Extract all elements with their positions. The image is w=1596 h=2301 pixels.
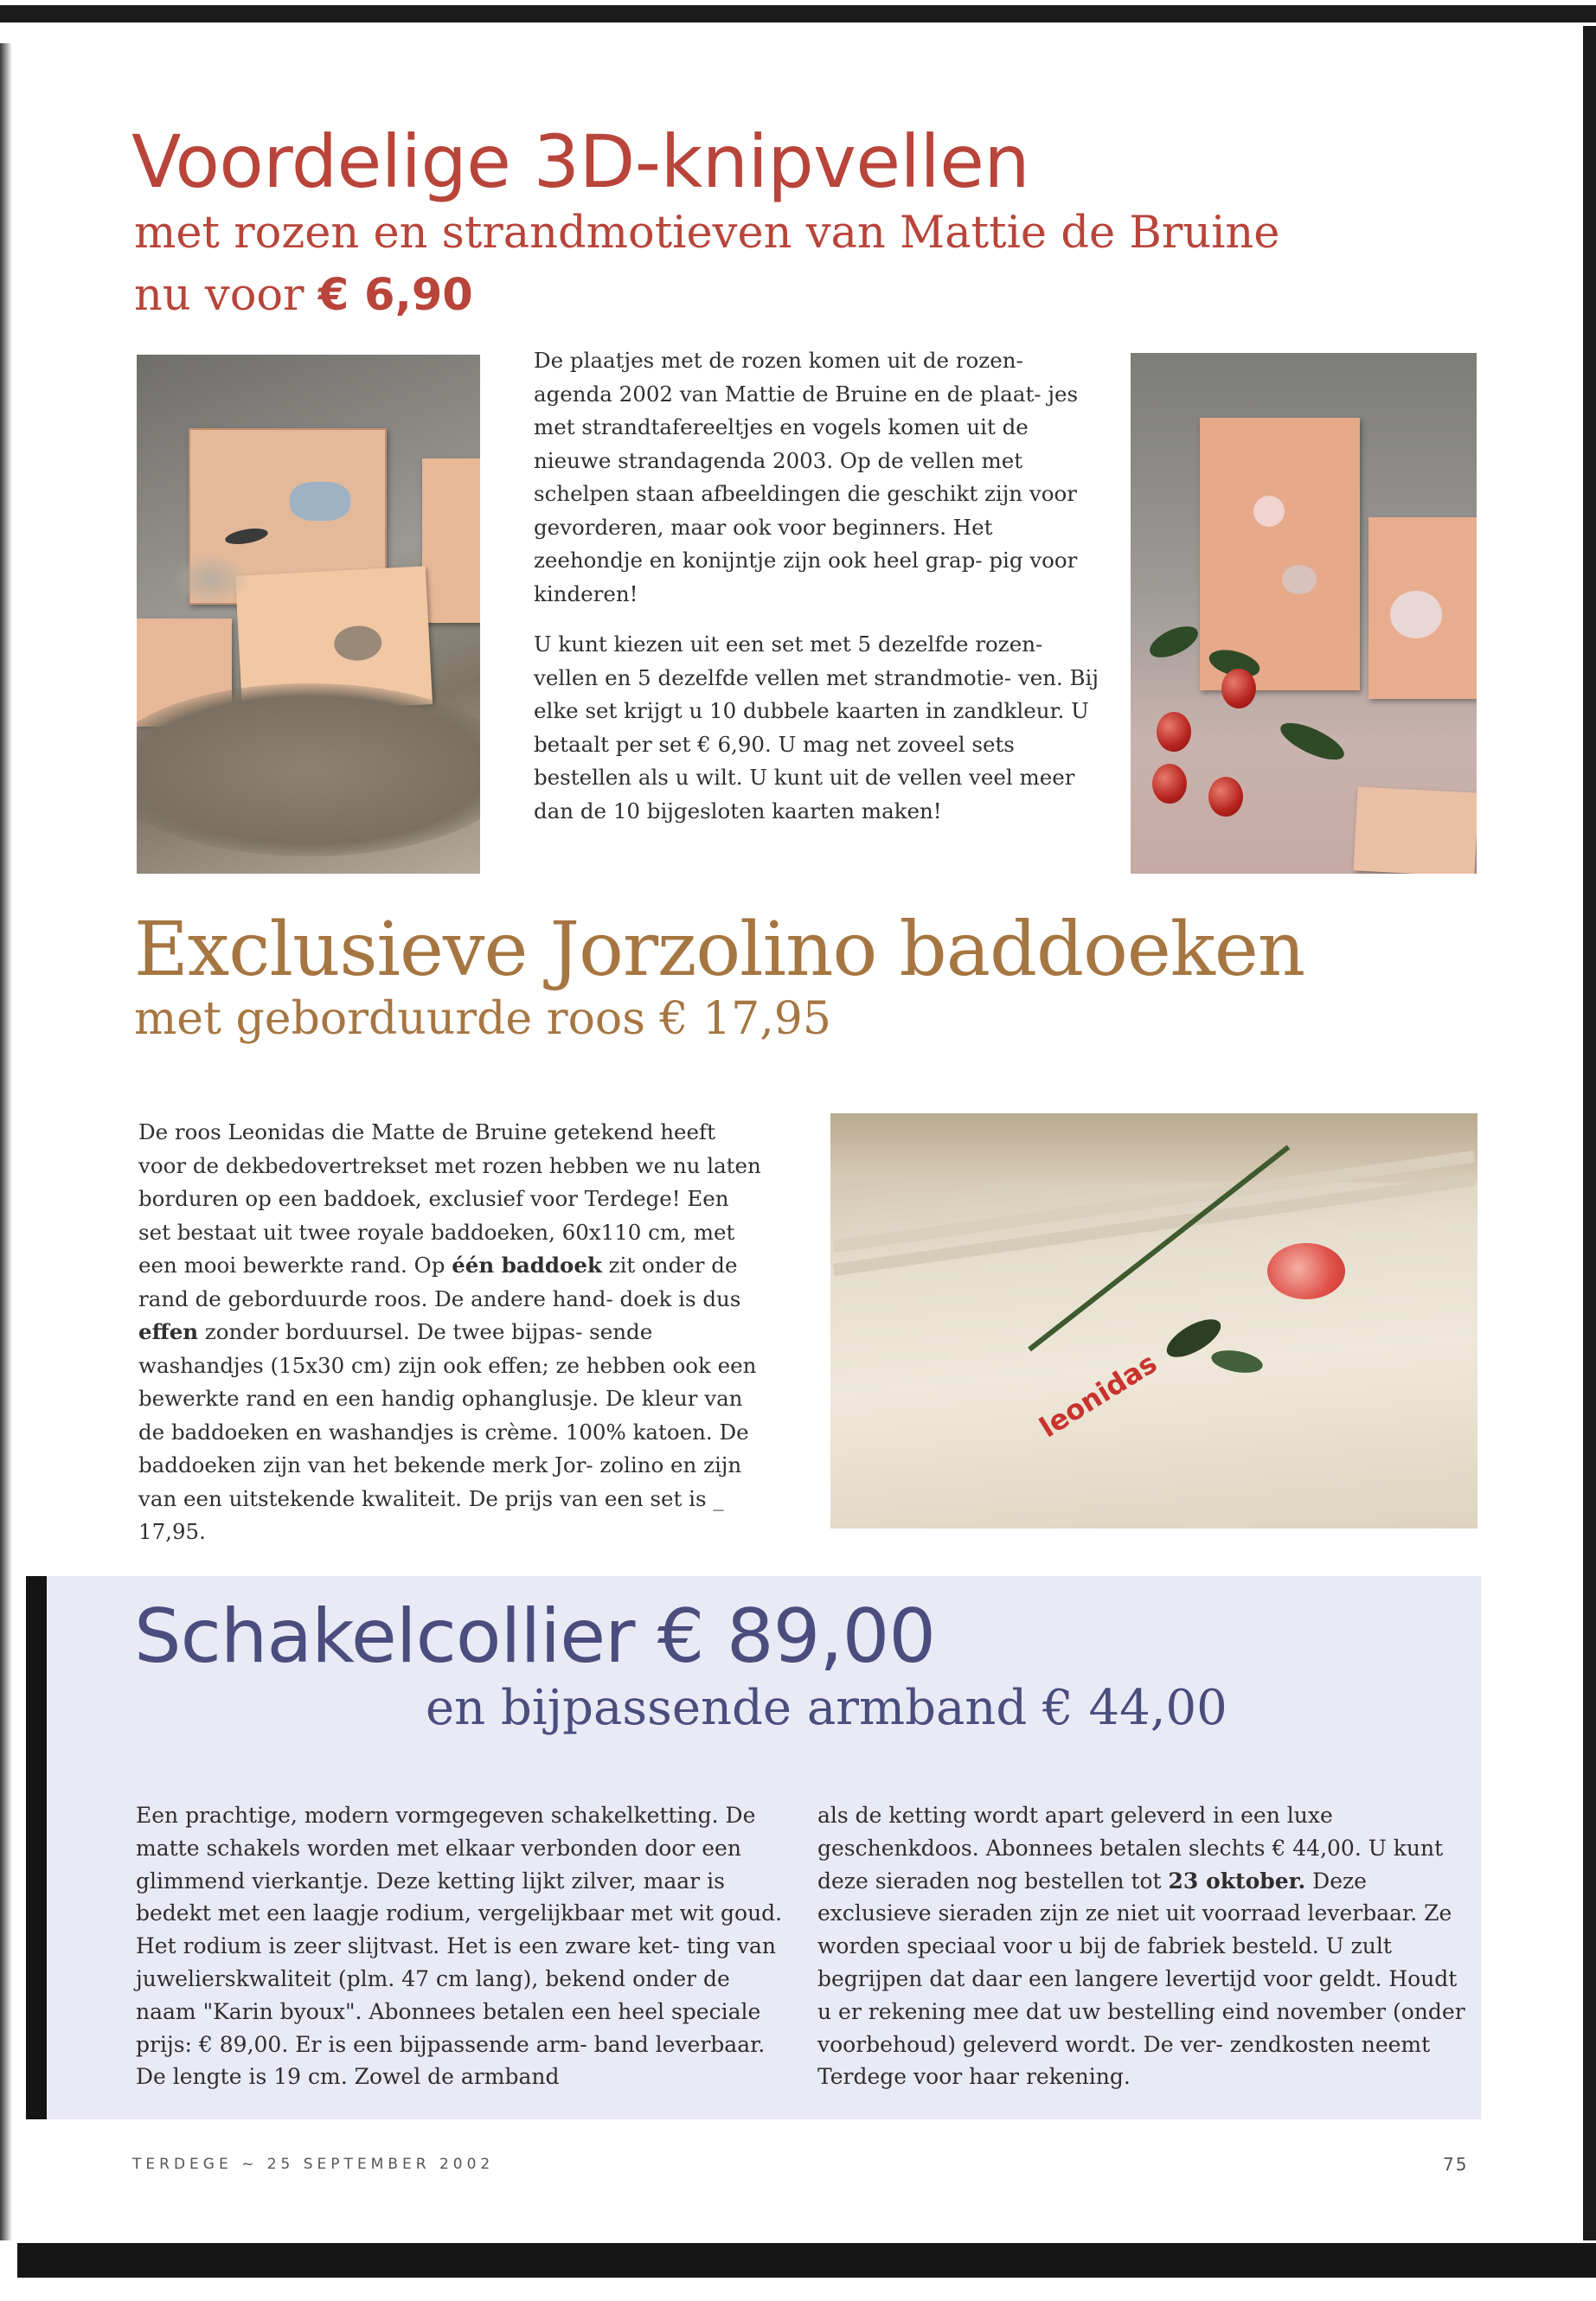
towel-ridge	[833, 1174, 1476, 1276]
offer3-column-1: Een prachtige, modern vormgegeven schakelketting. De matte schakels worden met elkaar verbonden door een glimmend vierkantje. Deze ketting lijkt zilver, maar is bedekt met een laagje rodium, vergelijkbaar met wit goud. Het rodium is zeer slijtvast. Het is een zware ket- ting van juwelierskwaliteit (plm. 47 cm lang), bekend onder de naam "Karin byoux". Abonnees betalen een heel speciale prijs: € 89,00. Er is een bijpassende arm- band leverbaar. De lengte is 19 cm. Zowel de armband	[136, 1803, 783, 2090]
offer2-description	[138, 1116, 761, 1549]
leaf	[1209, 1347, 1264, 1376]
card-right-edge	[422, 458, 480, 623]
card-small	[1354, 786, 1477, 874]
rosehip-berry	[1221, 669, 1256, 708]
offer2-bold-a: één baddoek	[452, 1253, 602, 1278]
rose-illustration	[1390, 591, 1442, 638]
offer2-bold-b: effen	[138, 1319, 199, 1344]
rose-illustration	[1253, 496, 1285, 527]
offer1-price: € 6,90	[317, 270, 473, 321]
rose-cards-photo	[1131, 353, 1477, 874]
offer1-paragraph-2: U kunt kiezen uit een set met 5 dezelfde rozen- vellen en 5 dezelfde vellen met strandmotie- ven. Bij elke set krijgt u 10 dubbele kaarten in zandkleur. U betaalt per set € 6,90. U mag net zoveel sets bestellen als u wilt. U kunt uit de vellen veel meer dan de 10 bijgesloten kaarten maken!	[534, 631, 1099, 824]
shell-pile	[171, 554, 249, 606]
rabbit-illustration	[333, 625, 382, 662]
offer1-subtitle: met rozen en strandmotieven van Mattie de Bruine	[134, 208, 1280, 259]
rose-illustration	[1282, 565, 1317, 594]
offer1-paragraph-1: De plaatjes met de rozen komen uit de rozen- agenda 2002 van Mattie de Bruine en de plaat- jes met strandtafereeltjes en vogels komen uit de nieuwe strandagenda 2003. Op de vellen met schelpen staan afbeeldingen die geschikt zijn voor gevorderen, maar ook voor beginners. Het zeehondje en konijntje zijn ook heel grap- pig voor kinderen!	[534, 348, 1079, 606]
embroidered-towel-photo	[830, 1113, 1477, 1529]
scan-left-edge	[0, 43, 12, 2240]
offer1-title: Voordelige 3D-knipvellen	[131, 119, 1030, 204]
offer2-text-b: zit onder de rand de geborduurde roos. De andere hand- doek is dus	[138, 1253, 741, 1311]
offer3-col2-text-b: Deze exclusieve sieraden zijn ze niet uit voorraad leverbaar. Ze worden speciaal voor u bij de fabriek besteld. U zult begrijpen dat daar een langere levertijd voor geldt. Houdt u er rekening mee dat uw bestelling eind november (onder voorbehoud) geleverd wordt. De ver- zendkosten neemt Terdege voor haar rekening.	[817, 1868, 1465, 2090]
offer3-column-2	[817, 1799, 1466, 2093]
leaf	[1276, 715, 1349, 766]
footer-publication: TERDEGE ~ 25 SEPTEMBER 2002	[132, 2156, 495, 2173]
offer2-subtitle: met geborduurde roos € 17,95	[134, 993, 831, 1045]
sand-pile	[137, 683, 480, 856]
mussel-illustration	[224, 526, 269, 547]
offer2-text-a: De roos Leonidas die Matte de Bruine getekend heeft voor de dekbedovertrekset met rozen hebben we nu laten borduren op een baddoek, exclusief voor Terdege! Een set bestaat uit twee royale baddoeken, 60x110 cm, met een mooi bewerkte rand. Op	[138, 1119, 761, 1278]
rosehip-berry	[1208, 777, 1243, 817]
offer3-panel-bar	[26, 1576, 47, 2119]
leaf	[1145, 620, 1202, 664]
embroidered-label: leonidas	[1034, 1346, 1163, 1445]
rosehip-berry	[1157, 712, 1191, 752]
offer1-description	[534, 344, 1100, 845]
scan-right-edge	[1583, 26, 1596, 2240]
page-number: 75	[1443, 2154, 1469, 2175]
beach-cards-photo	[137, 355, 480, 874]
top-border-rule	[0, 0, 1596, 22]
embroidered-rose	[1267, 1243, 1345, 1299]
card-rose-square	[1368, 517, 1477, 699]
offer3-title: Schakelcollier € 89,00	[134, 1593, 936, 1680]
offer2-text-c: zonder borduursel. De twee bijpas- sende washandjes (15x30 cm) zijn ook effen; ze hebben ook een bewerkte rand en een handig ophanglusje. De kleur van de baddoeken en washandjes is crème. 100% katoen. De baddoeken zijn van het bekende merk Jor- zolino en zijn van een uitstekende kwaliteit. De prijs van een set is _ 17,95.	[138, 1319, 757, 1544]
rosehip-berry	[1152, 764, 1187, 804]
offer1-price-line	[134, 270, 473, 321]
offer1-price-prefix: nu voor	[134, 270, 318, 321]
seal-illustration	[290, 482, 350, 521]
bottom-border-rule	[17, 2243, 1596, 2278]
offer3-deadline: 23 oktober.	[1168, 1868, 1306, 1894]
offer3-col2-text-a: als de ketting wordt apart geleverd in een luxe geschenkdoos. Abonnees betalen slechts € 44,00. U kunt deze sieraden nog bestellen tot	[817, 1803, 1444, 1894]
offer2-title: Exclusieve Jorzolino baddoeken	[134, 907, 1305, 993]
offer3-subtitle: en bijpassende armband € 44,00	[426, 1680, 1227, 1736]
